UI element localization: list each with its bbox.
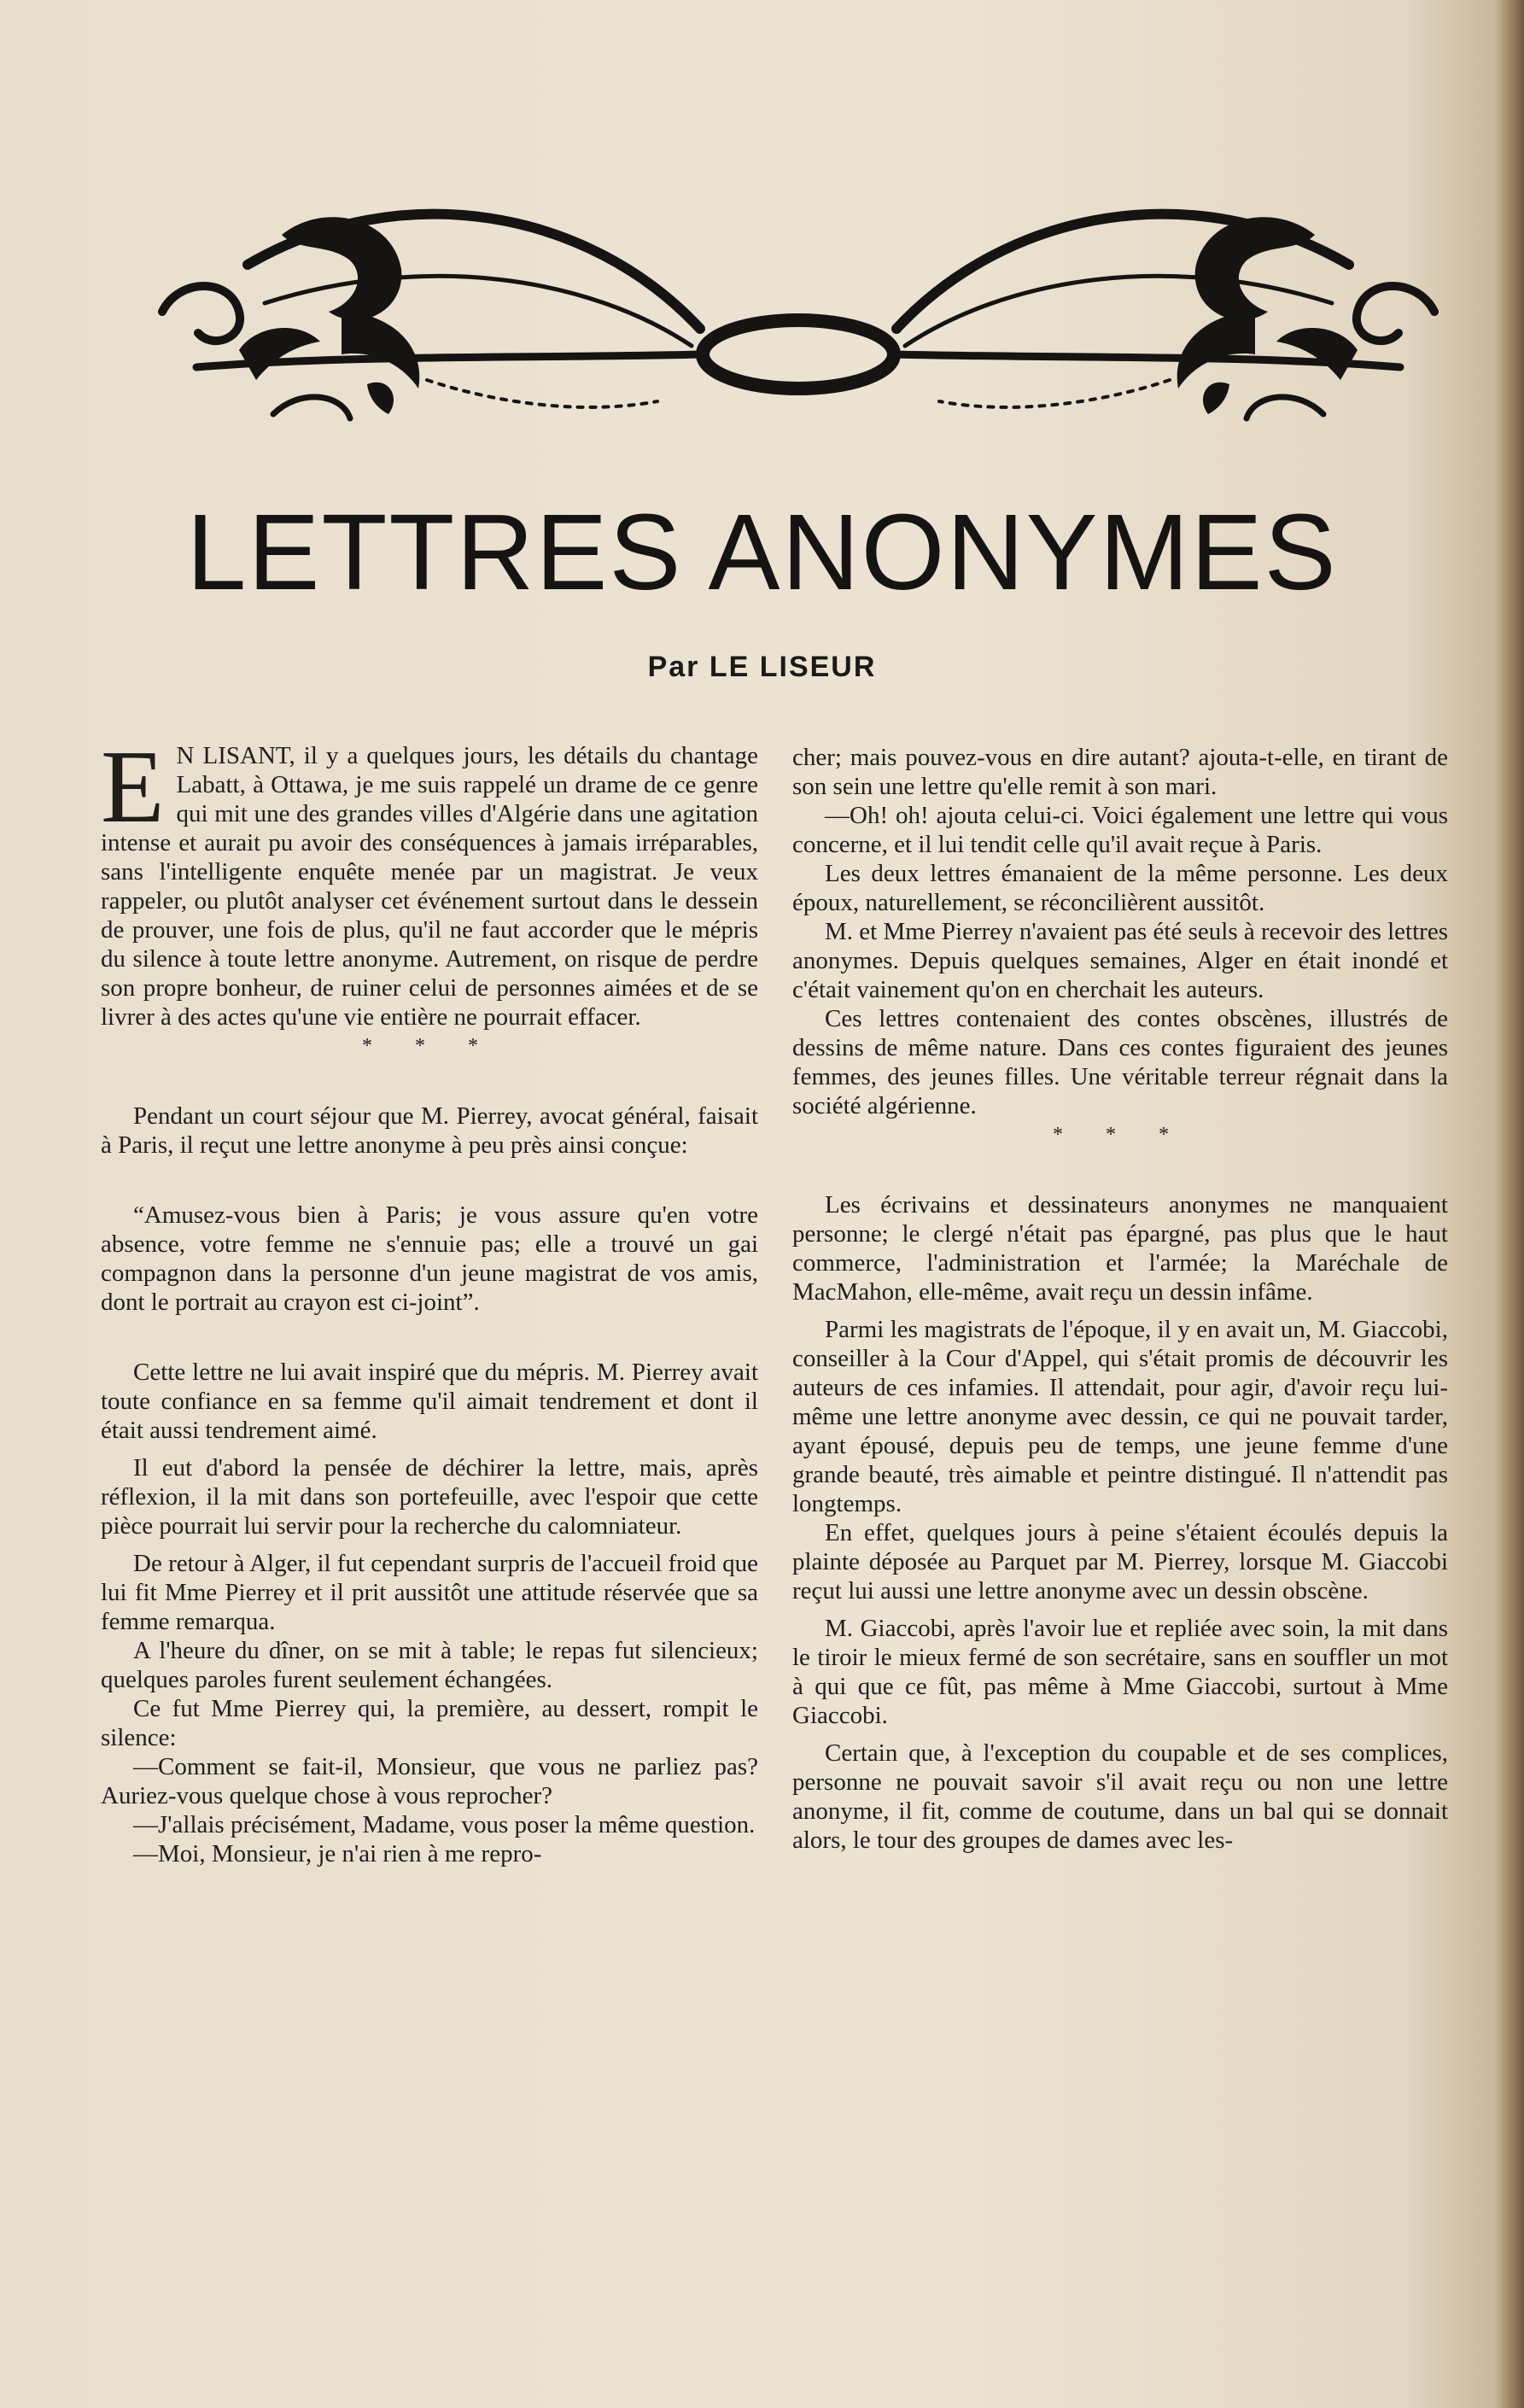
book-spine-shadow [1502,0,1524,2408]
dialogue-line: —Moi, Monsieur, je n'ai rien à me repro- [133,1840,542,1867]
paragraph: A l'heure du dîner, on se mit à table; le repas fut silencieux; quelques paroles furent seulement échangées. [101,1637,758,1693]
paragraph: Les deux lettres émanaient de la même personne. Les deux époux, naturellement, se réconcilièrent aussitôt. [792,860,1448,916]
intro-text: N LISANT, il y a quelques jours, les détails du chantage Labatt, à Ottawa, je me suis rappelé un drame de ce genre qui mit une des grandes villes d'Algérie dans une agitation intense et aurait pu avoir des conséquences à jamais irréparables, sans l'intelligente enquête menée par un magistrat. Je veux rappeler, ou plutôt analyser cet événement surtout dans le dessein de prouver, une fois de plus, qu'il ne faut accorder que le mépris du silence à toute lettre anonyme. Autrement, on risque de perdre son propre bonheur, de ruiner celui de personnes aimées et de se livrer à des actes qu'une vie entière ne pourrait effacer. [101,742,758,1031]
dialogue-line: —Comment se fait-il, Monsieur, que vous ne parliez pas? Auriez-vous quelque chose à vous reprocher? [101,1753,758,1809]
paragraph: Il eut d'abord la pensée de déchirer la lettre, mais, après réflexion, il la mit dans son portefeuille, avec l'espoir que cette pièce pourrait lui servir pour la recherche du calomniateur. [101,1454,758,1540]
quoted-letter: “Amusez-vous bien à Paris; je vous assure qu'en votre absence, votre femme ne s'ennuie pas; elle a trouvé un gai compagnon dans la personne d'un jeune magistrat de vos amis, dont le portrait au crayon est ci-joint”. [101,1201,758,1316]
paragraph: Les écrivains et dessinateurs anonymes ne manquaient personne; le clergé n'était pas épargné, pas plus que le haut commerce, l'administration et l'armée; la Maréchale de MacMahon, elle-même, avait reçu un dessin infâme. [792,1191,1448,1306]
paragraph: cher; mais pouvez-vous en dire autant? ajouta-t-elle, en tirant de son sein une lettre qu'elle remit à son mari. [792,744,1448,800]
article-byline: Par LE LISEUR [647,651,877,683]
paragraph: Cette lettre ne lui avait inspiré que du mépris. M. Pierrey avait toute confiance en sa femme qu'il aimait tendrement et dont il était aussi tendrement aimé. [101,1359,758,1444]
dialogue-line: —J'allais précisément, Madame, vous poser la même question. [133,1811,756,1838]
section-break-stars: * * * [1053,1124,1188,1146]
paragraph: Pendant un court séjour que M. Pierrey, avocat général, faisait à Paris, il reçut une lettre anonyme à peu près ainsi conçue: [101,1102,758,1159]
left-column [101,729,759,1868]
paragraph: Parmi les magistrats de l'époque, il y en avait un, M. Giaccobi, conseiller à la Cour d'Appel, qui s'était promis de découvrir les auteurs de ces infamies. Il attendait, pour agir, d'avoir reçu lui-même une lettre anonyme avec dessin, ce qui ne pouvait tarder, ayant épousé, depuis peu de temps, une jeune femme d'une grande beauté, très aimable et peintre distingué. Il n'attendit pas longtemps. [792,1316,1448,1517]
paragraph: Ces lettres contenaient des contes obscènes, illustrés de dessins de même nature. Dans ces contes figuraient des jeunes femmes, des jeunes filles. Une véritable terreur régnait dans la société algérienne. [792,1005,1448,1119]
paragraph: M. Giaccobi, après l'avoir lue et repliée avec soin, la mit dans le tiroir le mieux fermé de son secrétaire, sans en souffler un mot à qui que ce fût, pas même à Mme Giaccobi, surtout à Mme Giaccobi. [792,1615,1448,1729]
decorative-headpiece-ornament [145,184,1451,435]
paragraph: Ce fut Mme Pierrey qui, la première, au dessert, rompit le silence: [101,1695,758,1751]
intro-paragraph [101,729,758,1032]
paragraph: Certain que, à l'exception du coupable et de ses complices, personne ne pouvait savoir s'il avait reçu ou non une lettre anonyme, il fit, comme de coutume, dans un bal qui se donnait alors, le tour des groupes de dames avec les- [792,1739,1448,1854]
drop-cap: E [101,729,165,845]
dialogue-line: —Oh! oh! ajouta celui-ci. Voici également une lettre qui vous concerne, et il lui tendit celle qu'il avait reçue à Paris. [792,802,1448,858]
paragraph: En effet, quelques jours à peine s'étaient écoulés depuis la plainte déposée au Parquet par M. Pierrey, lorsque M. Giaccobi reçut lui aussi une lettre anonyme avec un dessin obscène. [792,1519,1448,1604]
section-break-stars: * * * [362,1035,497,1057]
right-column [792,743,1448,1855]
article-title: LETTRES ANONYMES [186,492,1338,612]
paragraph: M. et Mme Pierrey n'avaient pas été seuls à recevoir des lettres anonymes. Depuis quelques semaines, Alger en était inondé et c'était vainement qu'on en cherchait les auteurs. [792,918,1448,1003]
paragraph: De retour à Alger, il fut cependant surpris de l'accueil froid que lui fit Mme Pierrey et il prit aussitôt une attitude réservée que sa femme remarqua. [101,1550,759,1635]
